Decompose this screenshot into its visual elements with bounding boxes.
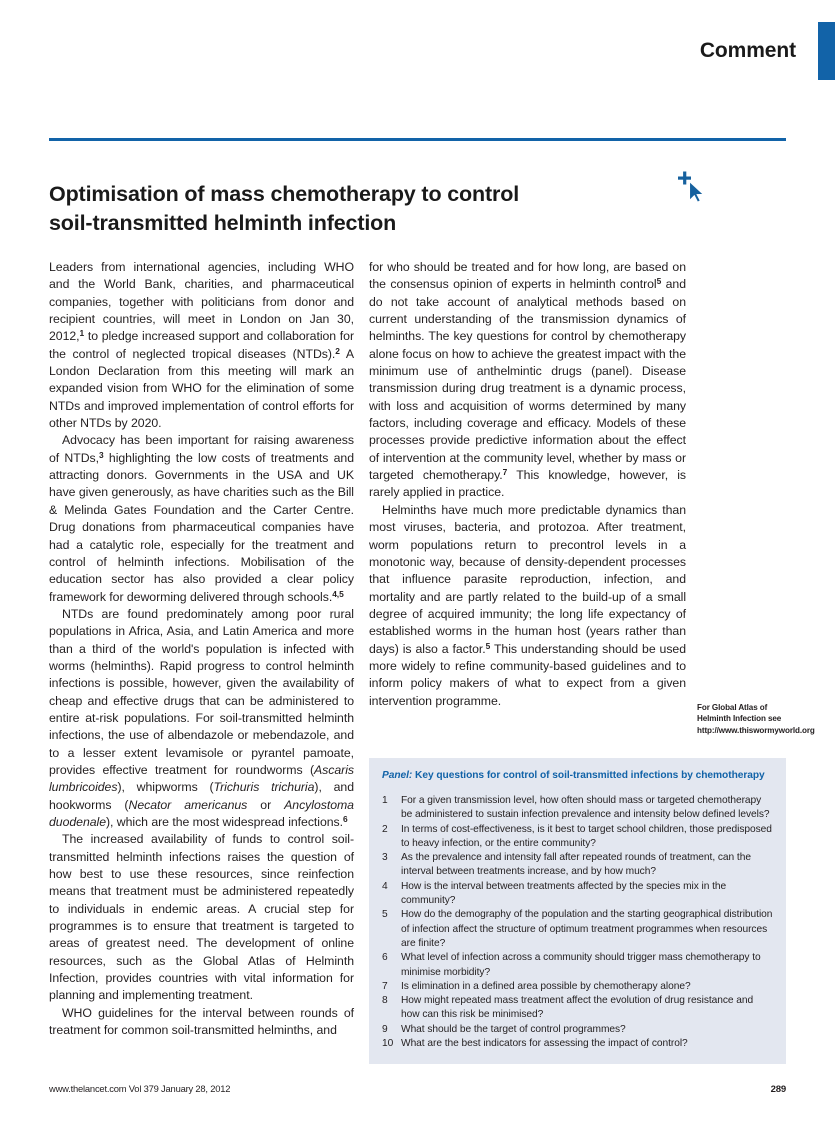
panel-question-list bbox=[382, 794, 773, 1051]
list-item-text: In terms of cost-effectiveness, is it best to target school children, those predisposed to heavy infection, or the entire community? bbox=[401, 823, 772, 849]
list-item-text: Is elimination in a defined area possible by chemotherapy alone? bbox=[401, 980, 691, 992]
page-title bbox=[49, 180, 609, 238]
body-column-left bbox=[49, 259, 354, 1039]
list-item-number: 8 bbox=[382, 995, 388, 1007]
list-item-number: 7 bbox=[382, 980, 388, 992]
list-item bbox=[382, 951, 773, 980]
masthead bbox=[700, 22, 835, 80]
list-item bbox=[382, 994, 773, 1023]
list-item-text: For a given transmission level, how often should mass or targeted chemotherapy be administered to sustain infection prevalence and intensity below defined levels? bbox=[401, 795, 770, 821]
panel-title bbox=[382, 769, 773, 783]
list-item bbox=[382, 823, 773, 852]
key-questions-panel bbox=[369, 758, 786, 1064]
paragraph: Leaders from international agencies, including WHO and the World Bank, charities, and pharmaceutical companies, together with politicians from donor and recipient countries, will meet in London on Jan 30, 2012,$^1$ to pledge increased support and collaboration for the control of neglected tropical diseases (NTDs).$^2$ A London Declaration from this meeting will mark an expanded vision from WHO for the elimination of some NTDs and improved implementation of control efforts for other NTDs by 2020. bbox=[49, 260, 354, 431]
list-item-text: How do the demography of the population and the starting geographical distribution of infection affect the structure of optimum treatment programmes when resources are finite? bbox=[401, 909, 773, 949]
list-item bbox=[382, 980, 773, 994]
list-item-text: What should be the target of control programmes? bbox=[401, 1023, 626, 1035]
crosshair-pointer-cursor-icon bbox=[675, 170, 709, 204]
article-title-line-2: soil-transmitted helminth infection bbox=[49, 211, 397, 236]
paragraph: Advocacy has been important for raising awareness of NTDs,$^3$ highlighting the low costs of treatments and attracting donors. Governments in the USA and UK have given generously, as have charities such as the Bill & Melinda Gates Foundation and the Carter Centre. Drug donations from pharmaceutical companies have had a catalytic role, especially for the treatment and control of helminth infections. Mobilisation of the education sector has also provided a clear policy framework for deworming delivered through schools.$^{4,5}$ bbox=[49, 433, 355, 604]
list-item-text: What are the best indicators for assessing the impact of control? bbox=[401, 1038, 688, 1050]
list-item-number: 9 bbox=[382, 1023, 388, 1035]
paragraph: NTDs are found predominately among poor rural populations in Africa, Asia, and Latin America and more than a third of the world's population is infected with worms (helminths). Rapid progress to control helminth infections is possible, however, given the availability of cheap and effective drugs that can be administered to entire at-risk populations. For soil-transmitted helminth infections, the use of albendazole or mebendazole, and to a lesser extent levamisole or pyrantel pamoate, provides effective treatment for roundworms (Ascaris lumbricoides), whipworms (Trichuris trichuria), and hookworms (Necator americanus or Ancylostoma duodenale), which are the most widespread infections.$^6$ bbox=[49, 606, 354, 829]
paragraph: for who should be treated and for how long, are based on the consensus opinion of experts in helminth control$^5$ and do not take account of analytical methods based on current understanding of the transmission dynamics of helminths. The key questions for control by chemotherapy alone focus on how to achieve the greatest impact with the minimum use of anthelmintic drugs (panel). Disease transmission during drug treatment is a dynamic process, with loss and acquisition of worms determined by many factors, including coverage and efficacy. Models of these processes provide predictive information about the effect of intervention at the community level, whether by mass or targeted chemotherapy.$^7$ This knowledge, however, is rarely applied in practice. bbox=[369, 260, 686, 500]
footer-citation: www.thelancet.com Vol 379 January 28, 2012 bbox=[49, 1083, 231, 1094]
article-title-line-1: Optimisation of mass chemotherapy to control bbox=[49, 182, 520, 207]
list-item-number: 5 bbox=[382, 909, 388, 921]
list-item-number: 2 bbox=[382, 823, 388, 835]
list-item-number: 6 bbox=[382, 952, 388, 964]
section-title: Comment bbox=[699, 39, 796, 62]
list-item bbox=[382, 794, 773, 823]
panel-title-rest: Key questions for control of soil-transmitted infections by chemotherapy bbox=[412, 770, 765, 781]
header-rule bbox=[49, 138, 786, 141]
list-item bbox=[382, 1037, 773, 1051]
body-column-right bbox=[369, 259, 686, 710]
paragraph: The increased availability of funds to control soil-transmitted helminth infections raises the question of how best to use these resources, since reinfection means that treatment must be administered repeatedly to individuals in endemic areas. A crucial step for programmes is to ensure that treatment is targeted to areas of greatest need. The development of online resources, such as the Global Atlas of Helminth Infection, provides countries with vital information for planning and implementing treatment. bbox=[49, 832, 354, 1003]
masthead-accent-bar bbox=[818, 22, 835, 80]
list-item-text: How might repeated mass treatment affect the evolution of drug resistance and how can this risk be minimised? bbox=[401, 995, 754, 1021]
panel-title-label: Panel: bbox=[382, 770, 413, 781]
paragraph: WHO guidelines for the interval between rounds of treatment for common soil-transmitted helminths, and bbox=[49, 1005, 354, 1038]
list-item bbox=[382, 908, 773, 951]
page-footer bbox=[49, 1083, 786, 1095]
page-number: 289 bbox=[770, 1084, 786, 1095]
list-item bbox=[382, 880, 773, 909]
list-item bbox=[382, 1023, 773, 1037]
margin-note: For Global Atlas of Helminth Infection see http://www.thiswormyworld.org bbox=[697, 703, 815, 735]
list-item-number: 3 bbox=[382, 852, 388, 864]
list-item-text: How is the interval between treatments affected by the species mix in the community? bbox=[401, 880, 727, 907]
paragraph: Helminths have much more predictable dynamics than most viruses, bacteria, and protozoa. After treatment, worm populations return to precontrol levels in a monotonic way, because of density-dependent processes that influence parasite reproduction, infection, and mortality and are partly related to the build-up of a small degree of acquired immunity; the long life expectancy of established worms in the human host (years rather than days) is also a factor.$^5$ This understanding should be used more widely to refine community-based guidelines and to inform policy makers of what to expect from a given intervention programme. bbox=[369, 502, 687, 708]
list-item-text: What level of infection across a community should trigger mass chemotherapy to minimise morbidity? bbox=[401, 952, 761, 978]
list-item-number: 10 bbox=[382, 1038, 394, 1050]
list-item bbox=[382, 851, 773, 880]
list-item-number: 1 bbox=[382, 795, 388, 806]
list-item-text: As the prevalence and intensity fall after repeated rounds of treatment, can the interval between treatments increase, and by how much? bbox=[401, 852, 751, 878]
list-item-number: 4 bbox=[382, 880, 388, 892]
